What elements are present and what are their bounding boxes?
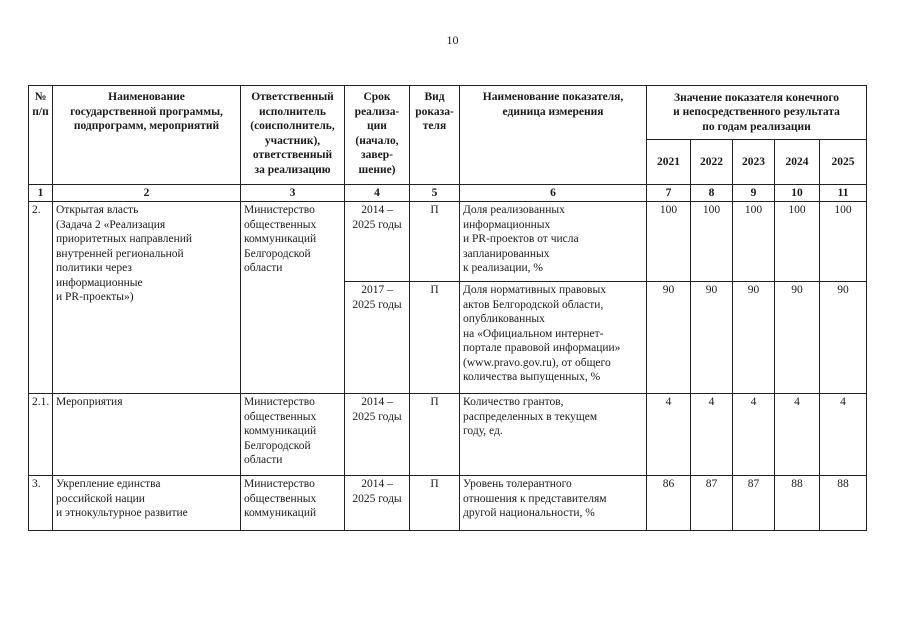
row-number: 2. xyxy=(29,202,53,394)
indicator-kind: П xyxy=(410,282,460,394)
term: 2017 – 2025 годы xyxy=(345,282,410,394)
column-number: 6 xyxy=(460,185,647,202)
table-row xyxy=(29,476,867,531)
column-number: 2 xyxy=(53,185,241,202)
executor: Министерство общественных коммуникаций Белгородской области xyxy=(241,394,345,476)
header-year: 2021 xyxy=(647,140,691,185)
program-name: Мероприятия xyxy=(53,394,241,476)
indicator-value: 90 xyxy=(775,282,820,394)
header-executor: Ответственный исполнитель (соисполнитель, участник), ответственный за реализацию xyxy=(241,86,345,185)
column-number: 5 xyxy=(410,185,460,202)
indicator-value: 100 xyxy=(733,202,775,282)
indicator-kind: П xyxy=(410,394,460,476)
indicator-kind: П xyxy=(410,202,460,282)
column-number: 9 xyxy=(733,185,775,202)
column-number: 1 xyxy=(29,185,53,202)
column-number: 3 xyxy=(241,185,345,202)
header-year: 2022 xyxy=(691,140,733,185)
indicator-value: 100 xyxy=(647,202,691,282)
program-name: Открытая власть (Задача 2 «Реализация приоритетных направлений внутренней региональной политики через информационные и PR-проекты») xyxy=(53,202,241,394)
row-number: 3. xyxy=(29,476,53,531)
column-number: 8 xyxy=(691,185,733,202)
indicator-name: Доля нормативных правовых актов Белгородской области, опубликованных на «Официальном интернет- портале правовой информации» (www.pravo.gov.ru), от общего количества выпущенных, % xyxy=(460,282,647,394)
header-indicator-name: Наименование показателя, единица измерения xyxy=(460,86,647,185)
indicator-value: 88 xyxy=(775,476,820,531)
indicator-value: 4 xyxy=(691,394,733,476)
header-indicator-kind: Вид pоказа- теля xyxy=(410,86,460,185)
indicator-value: 90 xyxy=(733,282,775,394)
column-number: 10 xyxy=(775,185,820,202)
column-number: 7 xyxy=(647,185,691,202)
table-row xyxy=(29,202,867,282)
indicator-value: 100 xyxy=(691,202,733,282)
indicator-name: Количество грантов, распределенных в текущем году, ед. xyxy=(460,394,647,476)
indicator-value: 4 xyxy=(647,394,691,476)
header-year: 2025 xyxy=(820,140,867,185)
indicator-value: 90 xyxy=(647,282,691,394)
indicator-kind: П xyxy=(410,476,460,531)
indicator-name: Доля реализованных информационных и PR-проектов от числа запланированных к реализации, % xyxy=(460,202,647,282)
indicator-value: 4 xyxy=(775,394,820,476)
term: 2014 – 2025 годы xyxy=(345,476,410,531)
header-year: 2024 xyxy=(775,140,820,185)
page-number: 10 xyxy=(446,33,459,47)
indicator-value: 100 xyxy=(820,202,867,282)
indicator-value: 86 xyxy=(647,476,691,531)
header-program-name: Наименование государственной программы, подпрограмм, мероприятий xyxy=(53,86,241,185)
indicator-value: 100 xyxy=(775,202,820,282)
indicator-value: 4 xyxy=(733,394,775,476)
indicators-table xyxy=(28,85,867,531)
indicator-value: 90 xyxy=(691,282,733,394)
indicator-value: 90 xyxy=(820,282,867,394)
header-number: № п/п xyxy=(29,86,53,185)
header-term: Срок реализа- ции (начало, завер- шение) xyxy=(345,86,410,185)
indicator-value: 87 xyxy=(691,476,733,531)
header-values-by-year: Значение показателя конечного и непосредственного результата по годам реализации xyxy=(647,86,867,140)
indicator-value: 4 xyxy=(820,394,867,476)
executor: Министерство общественных коммуникаций Белгородской области xyxy=(241,202,345,394)
column-number: 11 xyxy=(820,185,867,202)
term: 2014 – 2025 годы xyxy=(345,202,410,282)
header-year: 2023 xyxy=(733,140,775,185)
executor: Министерство общественных коммуникаций xyxy=(241,476,345,531)
column-number: 4 xyxy=(345,185,410,202)
row-number: 2.1. xyxy=(29,394,53,476)
indicator-name: Уровень толерантного отношения к представителям другой национальности, % xyxy=(460,476,647,531)
table-row xyxy=(29,394,867,476)
program-name: Укрепление единства российской нации и этнокультурное развитие xyxy=(53,476,241,531)
indicator-value: 88 xyxy=(820,476,867,531)
term: 2014 – 2025 годы xyxy=(345,394,410,476)
indicator-value: 87 xyxy=(733,476,775,531)
